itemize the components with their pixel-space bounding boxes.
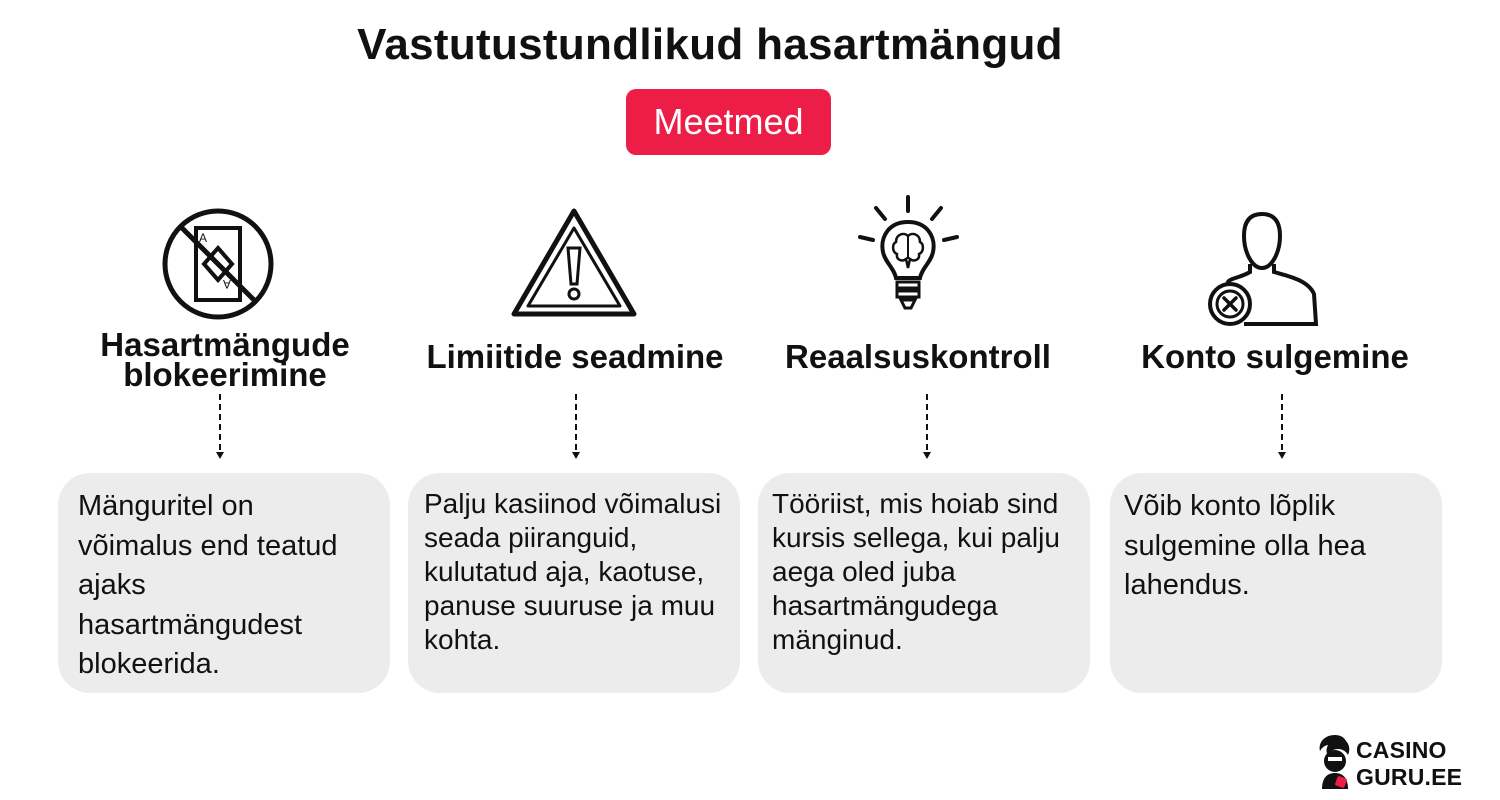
- arrow-down-icon: [921, 394, 933, 465]
- logo-line1: CASINO: [1356, 737, 1447, 763]
- heading-gambling-block-line1: Hasartmängude: [100, 326, 350, 363]
- measures-badge: Meetmed: [626, 89, 831, 155]
- page-title: Vastutustundlikud hasartmängud: [357, 20, 1063, 69]
- heading-reality-check: Reaalsuskontroll: [785, 338, 1051, 375]
- user-remove-icon: [1204, 210, 1324, 332]
- card-gambling-block: [58, 473, 390, 693]
- arrow-down-icon: [214, 394, 226, 465]
- card-reality-check: [758, 473, 1090, 693]
- no-cards-icon: [162, 208, 278, 324]
- svg-text:A: A: [199, 231, 208, 245]
- heading-gambling-block-line2: blokeerimine: [123, 356, 327, 393]
- arrow-down-icon: [570, 394, 582, 465]
- casinoguru-logo: [1316, 733, 1476, 793]
- warning-icon: [510, 206, 638, 318]
- card-limits-text: Palju kasiinod võimalusi seada piiranguid, kulutatud aja, kaotuse, panuse suuruse ja muu kohta.: [424, 488, 722, 655]
- arrow-down-icon: [1276, 394, 1288, 465]
- card-limits: [408, 473, 740, 693]
- card-gambling-block-text: Mänguritel on võimalus end teatud ajaks hasartmängudest blokeerida.: [78, 490, 338, 680]
- logo-line2: GURU.EE: [1356, 764, 1463, 790]
- card-account-closure: [1110, 473, 1442, 693]
- card-reality-check-text: Tööriist, mis hoiab sind kursis sellega, kui palju aega oled juba hasartmängudega mänginud.: [772, 488, 1060, 655]
- svg-text:A: A: [222, 277, 231, 291]
- heading-gambling-block: [70, 326, 380, 393]
- card-account-closure-text: Võib konto lõplik sulgemine olla hea lahendus.: [1124, 490, 1366, 601]
- heading-limits: Limiitide seadmine: [426, 338, 724, 375]
- logo-text: [1356, 737, 1462, 791]
- guru-mascot-icon: [1316, 733, 1354, 793]
- brain-lightbulb-icon: [856, 194, 962, 314]
- heading-account-closure: Konto sulgemine: [1141, 338, 1409, 375]
